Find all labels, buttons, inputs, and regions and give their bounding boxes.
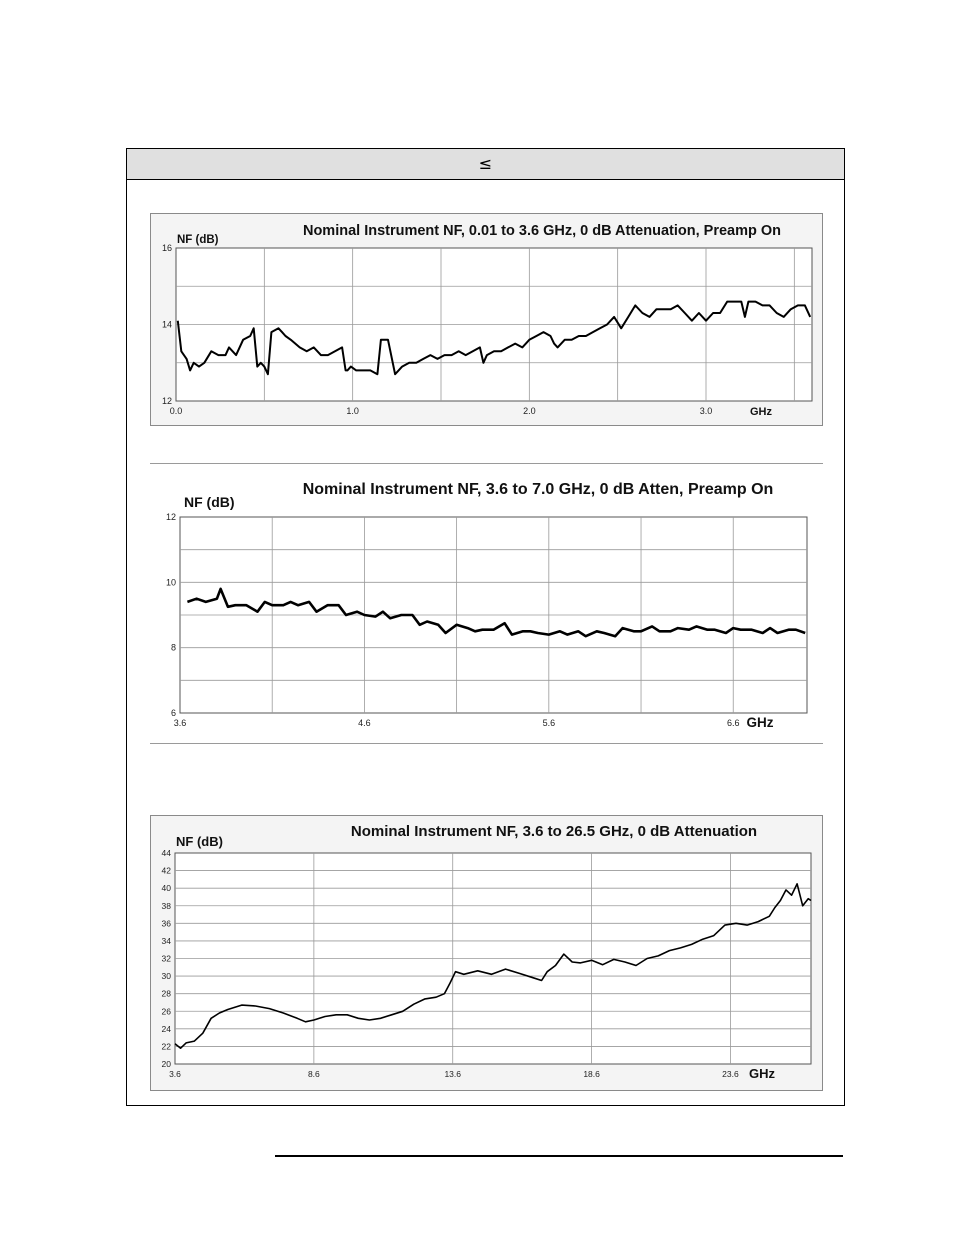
- y-tick-label: 32: [161, 953, 171, 964]
- y-tick-label: 42: [161, 865, 171, 876]
- chart-3: [151, 816, 824, 1092]
- chart-1: [151, 214, 824, 427]
- x-tick-label: 3.6: [173, 718, 187, 728]
- chart-panel-3: [150, 815, 823, 1091]
- x-tick-label: 18.6: [583, 1069, 600, 1079]
- x-tick-label: 0.0: [169, 406, 183, 416]
- header-symbol: ≤: [478, 154, 493, 173]
- x-tick-label: 3.0: [699, 406, 713, 416]
- y-tick-label: 12: [161, 396, 172, 406]
- x-tick-label: 13.6: [444, 1069, 462, 1079]
- y-tick-label: 44: [161, 848, 171, 858]
- y-tick-label: 22: [161, 1041, 171, 1052]
- footer-rule: [275, 1155, 843, 1157]
- y-axis-label: NF (dB): [184, 494, 235, 510]
- x-axis-unit: GHz: [749, 1066, 775, 1081]
- y-axis-label: NF (dB): [176, 834, 223, 849]
- y-tick-label: 8: [170, 642, 176, 653]
- y-tick-label: 38: [161, 900, 171, 911]
- x-tick-label: 8.6: [307, 1069, 320, 1079]
- chart-divider: [150, 743, 823, 744]
- y-tick-label: 36: [161, 918, 171, 929]
- chart-panel-2: [150, 470, 823, 742]
- x-tick-label: 6.6: [726, 718, 740, 728]
- x-tick-label: 3.6: [169, 1069, 181, 1079]
- table-header-row: [127, 149, 844, 180]
- y-tick-label: 14: [161, 319, 172, 330]
- chart-title: Nominal Instrument NF, 3.6 to 26.5 GHz, 0 dB Attenuation: [350, 823, 758, 840]
- y-tick-label: 6: [170, 708, 176, 718]
- x-axis-unit: GHz: [750, 406, 772, 418]
- y-tick-label: 34: [161, 935, 171, 946]
- y-tick-label: 20: [161, 1059, 171, 1069]
- y-tick-label: 16: [161, 243, 172, 253]
- y-axis-label: NF (dB): [177, 234, 219, 246]
- y-tick-label: 40: [161, 883, 171, 894]
- y-tick-label: 10: [165, 577, 176, 588]
- y-tick-label: 24: [161, 1023, 171, 1034]
- chart-panel-1: [150, 213, 823, 426]
- y-tick-label: 30: [161, 971, 171, 982]
- x-tick-label: 23.6: [722, 1069, 739, 1079]
- chart-2: [150, 470, 823, 742]
- y-tick-label: 28: [161, 988, 171, 999]
- y-tick-label: 26: [161, 1006, 171, 1017]
- x-tick-label: 1.0: [346, 406, 359, 416]
- chart-divider: [150, 463, 823, 464]
- x-axis-unit: GHz: [746, 715, 774, 730]
- x-tick-label: 2.0: [523, 406, 536, 416]
- x-tick-label: 4.6: [358, 718, 371, 728]
- y-tick-label: 12: [165, 512, 176, 522]
- chart-title: Nominal Instrument NF, 3.6 to 7.0 GHz, 0 dB Atten, Preamp On: [302, 481, 774, 498]
- chart-title: Nominal Instrument NF, 0.01 to 3.6 GHz, 0 dB Attenuation, Preamp On: [302, 223, 782, 239]
- x-tick-label: 5.6: [542, 718, 556, 728]
